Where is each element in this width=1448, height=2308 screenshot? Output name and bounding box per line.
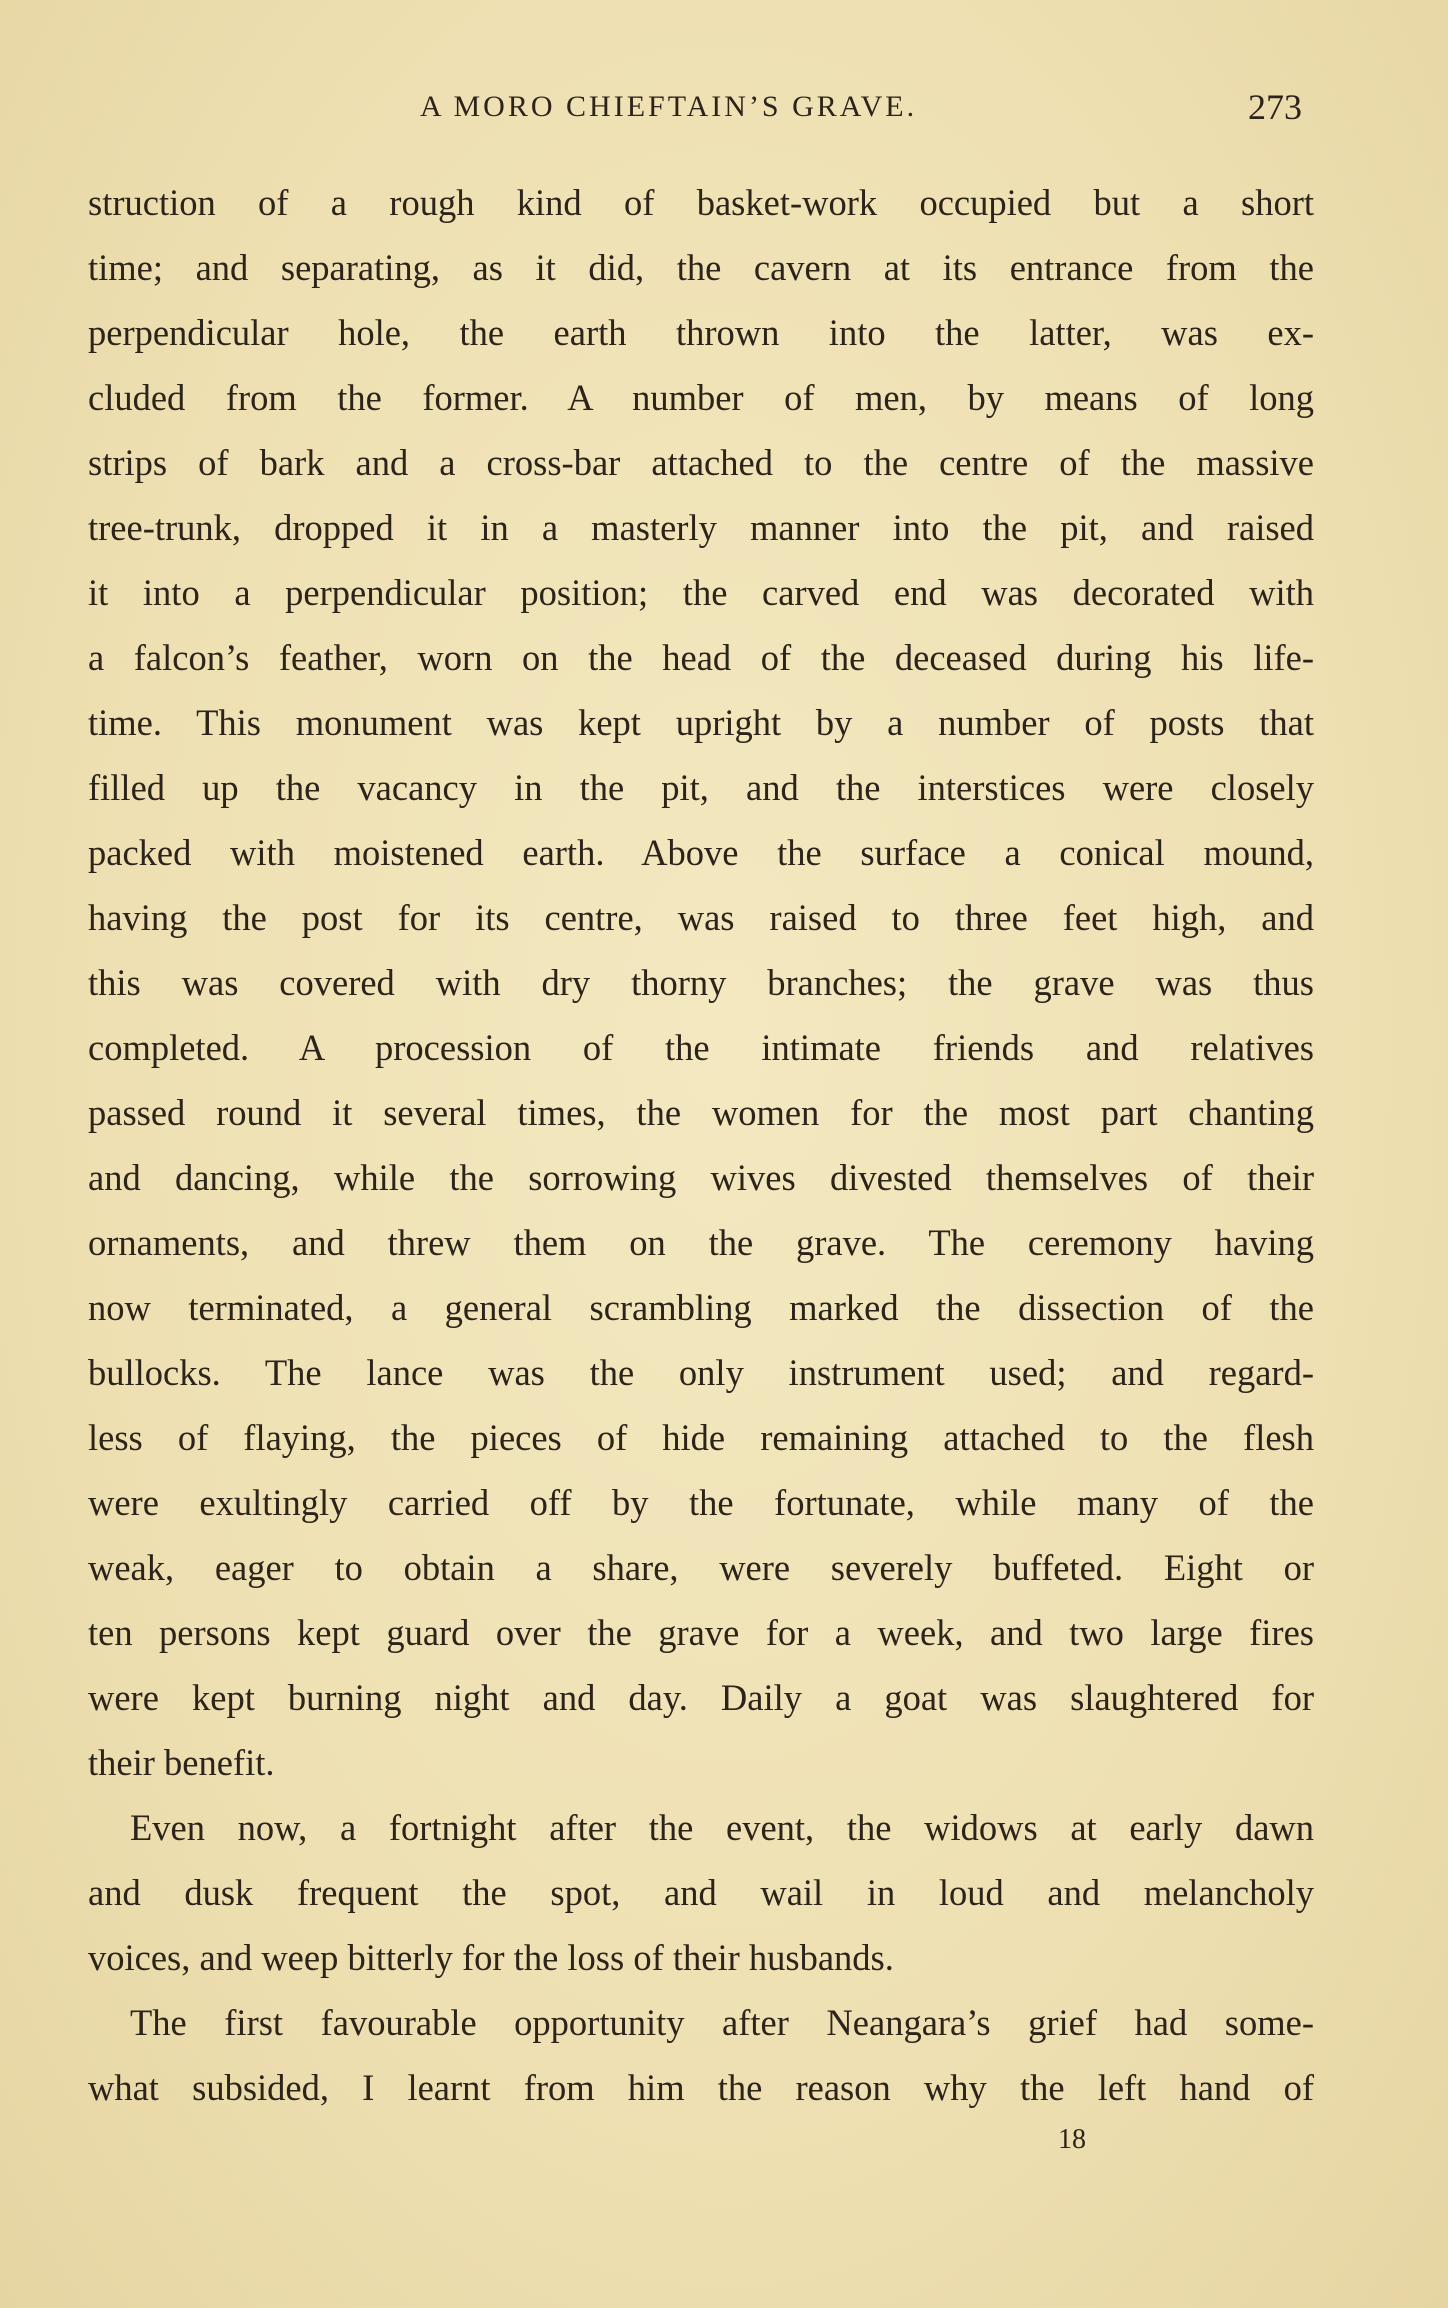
text-line: strips of bark and a cross-bar attached to the centre of the massive <box>88 442 1314 483</box>
running-head <box>0 82 1448 132</box>
text-line: it into a perpendicular position; the carved end was decorated with <box>88 572 1314 613</box>
text-line: weak, eager to obtain a share, were severely buffeted. Eight or <box>88 1547 1314 1588</box>
signature-mark: 18 <box>1058 2124 1086 2155</box>
text-line: passed round it several times, the women for the most part chanting <box>88 1092 1314 1133</box>
paragraph-start-line: The first favourable opportunity after Neangara’s grief had some- <box>130 2002 1314 2043</box>
text-line: time. This monument was kept upright by a number of posts that <box>88 702 1314 743</box>
text-line: what subsided, I learnt from him the reason why the left hand of <box>88 2067 1314 2108</box>
text-line: this was covered with dry thorny branches; the grave was thus <box>88 962 1314 1003</box>
text-line: a falcon’s feather, worn on the head of the deceased during his life- <box>88 637 1314 678</box>
paragraph-end-line: voices, and weep bitterly for the loss of their husbands. <box>88 1937 894 1978</box>
text-line: and dancing, while the sorrowing wives divested themselves of their <box>88 1157 1314 1198</box>
body-text <box>88 170 1314 2120</box>
text-line: packed with moistened earth. Above the surface a conical mound, <box>88 832 1314 873</box>
text-line: ten persons kept guard over the grave for a week, and two large fires <box>88 1612 1314 1653</box>
text-line: filled up the vacancy in the pit, and the interstices were closely <box>88 767 1314 808</box>
text-line: bullocks. The lance was the only instrument used; and regard- <box>88 1352 1314 1393</box>
text-line: were exultingly carried off by the fortunate, while many of the <box>88 1482 1314 1523</box>
text-line: perpendicular hole, the earth thrown into the latter, was ex- <box>88 312 1314 353</box>
text-line: time; and separating, as it did, the cavern at its entrance from the <box>88 247 1314 288</box>
text-line: having the post for its centre, was raised to three feet high, and <box>88 897 1314 938</box>
text-line: were kept burning night and day. Daily a goat was slaughtered for <box>88 1677 1314 1718</box>
text-line: now terminated, a general scrambling marked the dissection of the <box>88 1287 1314 1328</box>
text-line: cluded from the former. A number of men, by means of long <box>88 377 1314 418</box>
paragraph-end-line: their benefit. <box>88 1742 275 1783</box>
text-line: completed. A procession of the intimate friends and relatives <box>88 1027 1314 1068</box>
text-line: ornaments, and threw them on the grave. The ceremony having <box>88 1222 1314 1263</box>
text-line: less of flaying, the pieces of hide remaining attached to the flesh <box>88 1417 1314 1458</box>
text-line: tree-trunk, dropped it in a masterly manner into the pit, and raised <box>88 507 1314 548</box>
text-line: and dusk frequent the spot, and wail in loud and melancholy <box>88 1872 1314 1913</box>
paragraph-start-line: Even now, a fortnight after the event, the widows at early dawn <box>130 1807 1314 1848</box>
page-number: 273 <box>1248 87 1302 127</box>
text-line: struction of a rough kind of basket-work occupied but a short <box>88 182 1314 223</box>
running-title: A MORO CHIEFTAIN’S GRAVE. <box>420 90 918 123</box>
